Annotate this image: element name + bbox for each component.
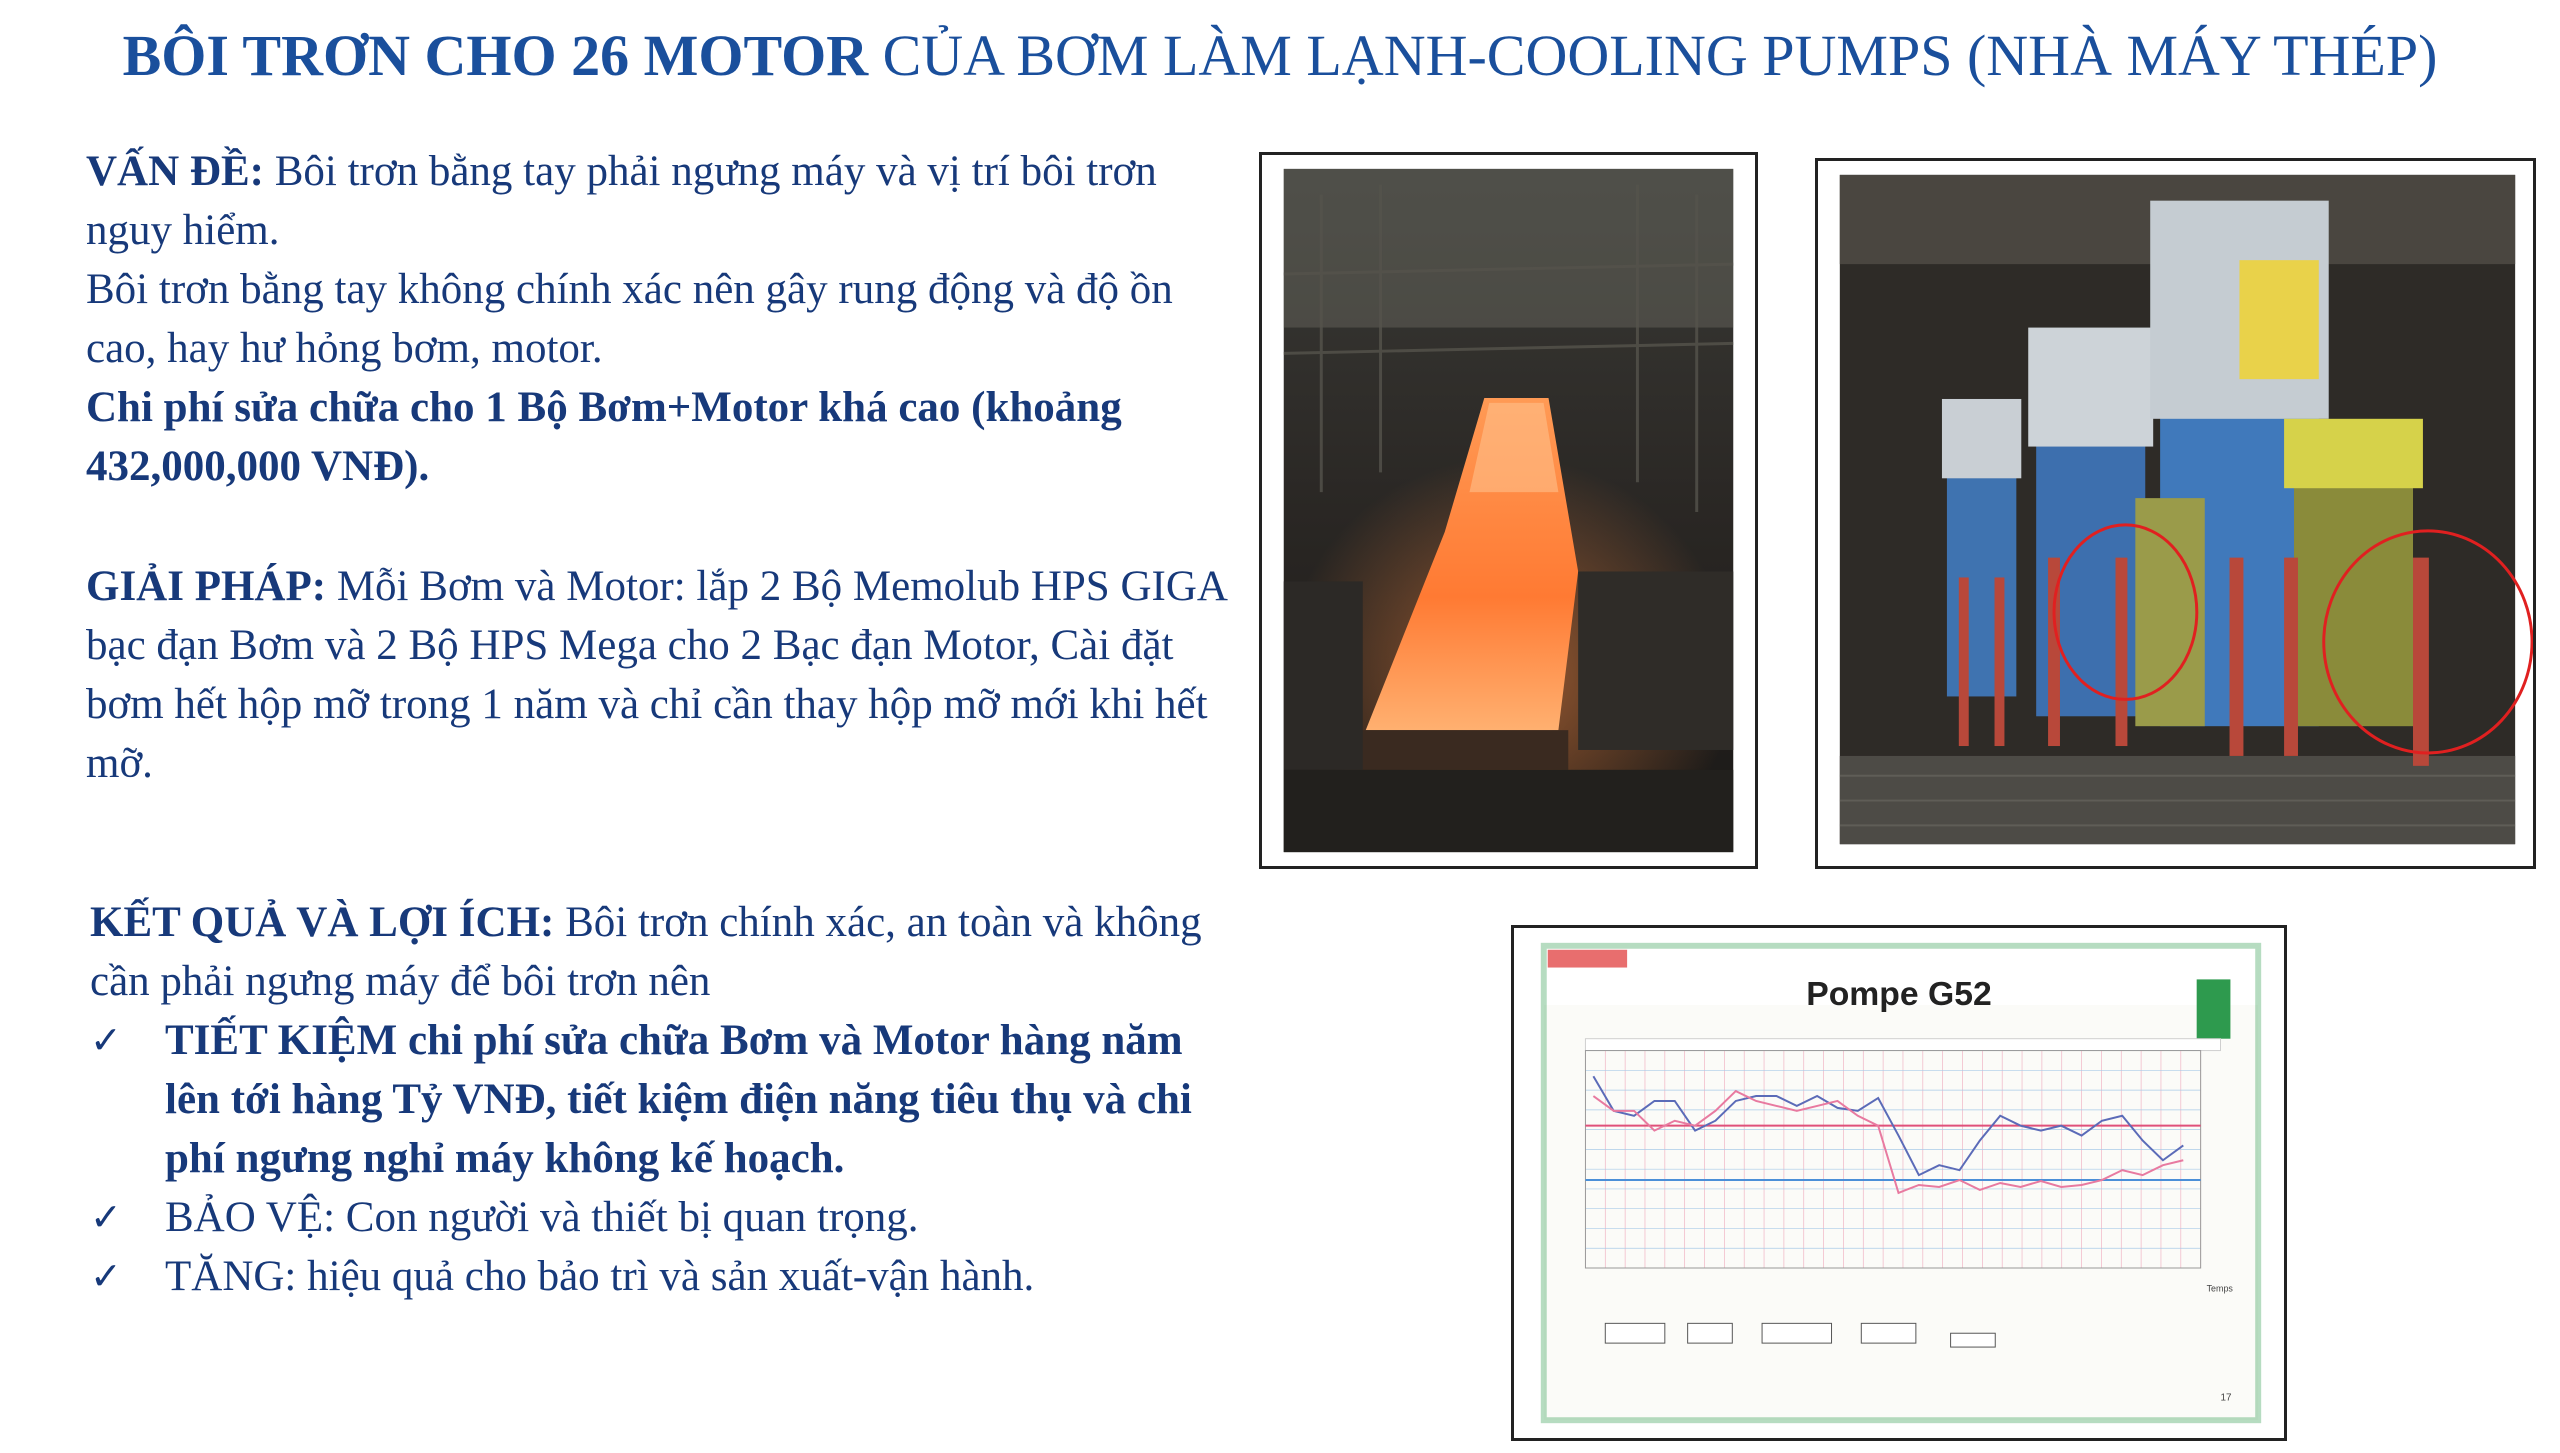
vibration-chart-photo <box>1511 925 2287 1441</box>
chart-page-number: 17 <box>2220 1392 2232 1404</box>
benefit-list <box>90 1011 1240 1306</box>
title-bold: BÔI TRƠN CHO 26 MOTOR <box>122 23 869 88</box>
problem-section <box>86 142 1236 496</box>
problem-label: VẤN ĐỀ: <box>86 148 264 195</box>
benefit-text-increase: TĂNG: hiệu quả cho bảo trì và sản xuất-vận hành. <box>165 1253 1035 1300</box>
benefit-text-save: TIẾT KIỆM chi phí sửa chữa Bơm và Motor hàng năm lên tới hàng Tỷ VNĐ, tiết kiệm điện năng tiêu thụ và chi phí ngưng nghỉ máy không kế hoạch. <box>165 1017 1192 1182</box>
check-icon: ✓ <box>90 1018 122 1062</box>
logo-icon <box>1548 950 1627 968</box>
check-icon: ✓ <box>90 1195 122 1239</box>
problem-text-1: Bôi trơn bằng tay phải ngưng máy và vị trí bôi trơn nguy hiểm. <box>86 148 1157 254</box>
problem-cost: Chi phí sửa chữa cho 1 Bộ Bơm+Motor khá cao (khoảng 432,000,000 VNĐ). <box>86 384 1122 490</box>
benefit-item-increase <box>90 1247 1240 1306</box>
result-label: KẾT QUẢ VÀ LỢI ÍCH: <box>90 899 555 946</box>
benefit-item-protect <box>90 1188 1240 1247</box>
pump-motor-photo <box>1815 158 2536 869</box>
result-section <box>90 893 1240 1306</box>
benefit-item-save <box>90 1011 1240 1188</box>
chart-title: Pompe G52 <box>1806 976 1992 1014</box>
result-text: Bôi trơn chính xác, an toàn và không cần phải ngưng máy để bôi trơn nên <box>90 899 1202 1005</box>
steel-mill-photo <box>1259 152 1758 869</box>
solution-label: GIẢI PHÁP: <box>86 563 327 610</box>
chart-axis-label: Temps <box>2206 1283 2233 1294</box>
solution-section <box>86 557 1236 793</box>
benefit-text-protect: BẢO VỆ: Con người và thiết bị quan trọng. <box>165 1194 919 1241</box>
check-icon: ✓ <box>90 1254 122 1298</box>
vibration-chart-image <box>1514 928 2284 1438</box>
pump-motor-image <box>1818 161 2533 866</box>
steel-mill-image <box>1262 155 1755 866</box>
page-title <box>0 22 2560 89</box>
title-rest: CỦA BƠM LÀM LẠNH-COOLING PUMPS (NHÀ MÁY THÉP) <box>868 23 2438 88</box>
solution-text: Mỗi Bơm và Motor: lắp 2 Bộ Memolub HPS GIGA bạc đạn Bơm và 2 Bộ HPS Mega cho 2 Bạc đạn Motor, Cài đặt bơm hết hộp mỡ trong 1 năm và chỉ cần thay hộp mỡ mới khi hết mỡ. <box>86 563 1226 787</box>
problem-text-2: Bôi trơn bằng tay không chính xác nên gây rung động và độ ồn cao, hay hư hỏng bơm, motor. <box>86 266 1173 372</box>
